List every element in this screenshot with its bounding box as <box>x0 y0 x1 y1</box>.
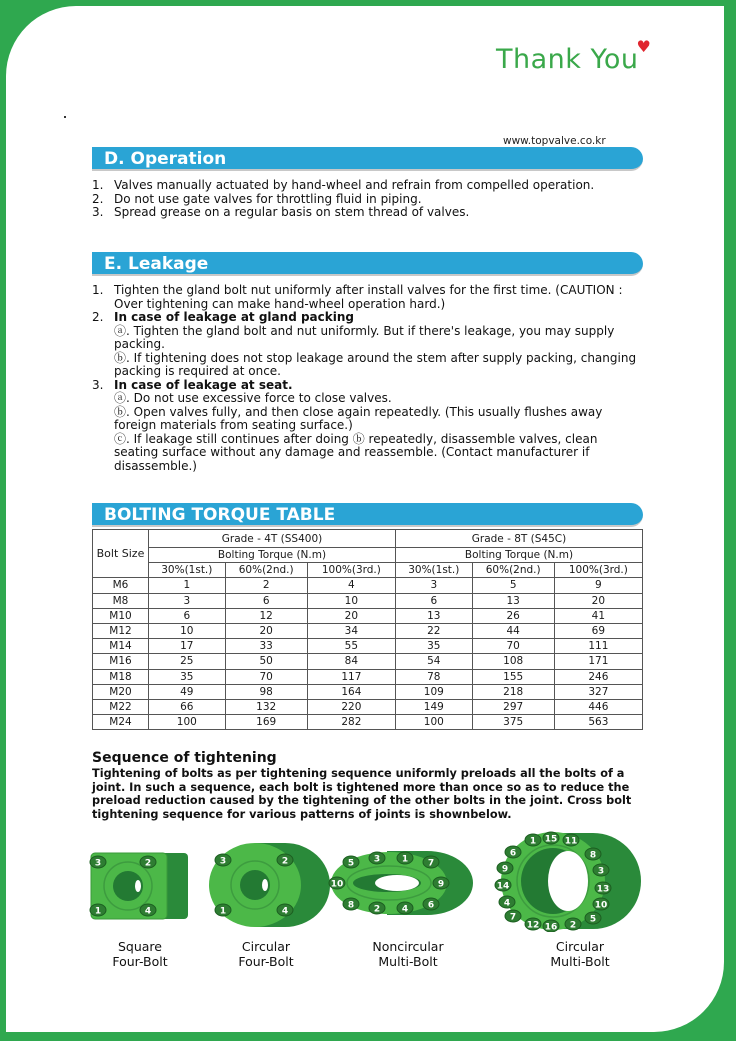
torque-cell: 34 <box>307 623 395 638</box>
bolt-number: 2 <box>281 856 289 867</box>
torque-cell: 9 <box>554 578 642 593</box>
bolt-number: 7 <box>427 858 435 869</box>
bolt-marker <box>499 896 515 909</box>
torque-cell: 20 <box>307 608 395 623</box>
bolt-number: 14 <box>496 881 510 892</box>
bolt-marker <box>525 918 541 931</box>
table-row <box>93 639 643 654</box>
bolt-marker <box>90 856 106 869</box>
torque-cell: 13 <box>472 593 554 608</box>
leakage-item <box>92 284 642 311</box>
bolt-marker <box>343 898 359 911</box>
stray-dot <box>64 116 66 118</box>
torque-cell: 78 <box>395 669 472 684</box>
torque-unit-header: Bolting Torque (N.m) <box>395 548 642 563</box>
leakage-banner: E. Leakage <box>92 252 643 276</box>
table-row <box>93 593 643 608</box>
bolt-number: 4 <box>503 898 511 909</box>
bolt-marker <box>397 902 413 915</box>
figure-label <box>80 939 200 969</box>
torque-cell: 3 <box>395 578 472 593</box>
bolt-marker <box>397 852 413 865</box>
column-header: 30%(1st.) <box>149 563 226 578</box>
torque-cell: 41 <box>554 608 642 623</box>
sub-item: ⓒ. If leakage still continues after doing ⓑ repeatedly, disassemble valves, clean seating surface without any damage and reassemble. (Contact manufacturer if disassemble.) <box>114 431 598 473</box>
torque-cell: 218 <box>472 684 554 699</box>
torque-cell: 35 <box>395 639 472 654</box>
noncircular-multi-bolt-diagram <box>327 848 477 918</box>
sub-item: ⓑ. If tightening does not stop leakage around the stem after supply packing, changing packing is required at once. <box>114 350 637 378</box>
figure-label <box>520 939 640 969</box>
torque-cell: 100 <box>149 715 226 730</box>
torque-cell: 50 <box>225 654 307 669</box>
bolt-marker <box>505 910 521 923</box>
bolt-number: 4 <box>144 906 152 917</box>
item-number: 2. <box>92 310 104 324</box>
torque-cell: 49 <box>149 684 226 699</box>
bolt-marker <box>595 882 611 895</box>
bolt-number: 9 <box>501 864 509 875</box>
torque-cell: 35 <box>149 669 226 684</box>
bolt-marker <box>369 852 385 865</box>
label-line: Noncircular <box>372 939 444 954</box>
bolt-marker <box>495 879 511 892</box>
item-heading: In case of leakage at seat. <box>114 377 293 392</box>
figure-label <box>348 939 468 969</box>
torque-cell: 69 <box>554 623 642 638</box>
bolt-size-cell: M18 <box>93 669 149 684</box>
bolt-marker <box>369 902 385 915</box>
bolt-marker <box>525 834 541 847</box>
torque-cell: 111 <box>554 639 642 654</box>
sub-item: ⓐ. Do not use excessive force to close valves. <box>114 391 392 405</box>
bolt-marker <box>563 834 579 847</box>
bolt-number: 6 <box>509 848 517 859</box>
bolt-size-cell: M8 <box>93 593 149 608</box>
torque-cell: 98 <box>225 684 307 699</box>
bolt-marker <box>277 904 293 917</box>
bolt-marker <box>543 920 559 932</box>
torque-cell: 26 <box>472 608 554 623</box>
bolt-number: 13 <box>596 884 610 895</box>
torque-cell: 6 <box>149 608 226 623</box>
torque-cell: 169 <box>225 715 307 730</box>
item-text: Valves manually actuated by hand-wheel and refrain from compelled operation. <box>114 178 595 192</box>
label-line: Square <box>117 939 162 954</box>
torque-cell: 20 <box>554 593 642 608</box>
torque-cell: 132 <box>225 699 307 714</box>
label-line: Circular <box>241 939 291 954</box>
bolt-size-cell: M12 <box>93 623 149 638</box>
bolt-number: 2 <box>144 858 152 869</box>
column-header: 30%(1st.) <box>395 563 472 578</box>
bolt-marker <box>423 898 439 911</box>
torque-cell: 164 <box>307 684 395 699</box>
leakage-list <box>92 284 642 473</box>
thank-you-logo <box>496 37 653 75</box>
torque-cell: 4 <box>307 578 395 593</box>
table-row <box>93 608 643 623</box>
torque-cell: 22 <box>395 623 472 638</box>
torque-cell: 44 <box>472 623 554 638</box>
torque-cell: 327 <box>554 684 642 699</box>
torque-unit-header: Bolting Torque (N.m) <box>149 548 396 563</box>
bolt-marker <box>343 856 359 869</box>
bolt-number: 12 <box>526 920 540 931</box>
label-line: Four-Bolt <box>112 954 168 969</box>
circular-four-bolt-diagram <box>205 840 333 930</box>
torque-cell: 54 <box>395 654 472 669</box>
bolt-marker <box>593 864 609 877</box>
leakage-item <box>92 379 642 474</box>
bolt-number: 10 <box>594 900 608 911</box>
torque-cell: 100 <box>395 715 472 730</box>
bolt-number: 11 <box>564 836 578 847</box>
torque-cell: 2 <box>225 578 307 593</box>
torque-cell: 12 <box>225 608 307 623</box>
column-header-row <box>93 563 643 578</box>
leakage-item <box>92 311 642 379</box>
circular-multi-bolt-diagram <box>493 830 643 932</box>
torque-cell: 563 <box>554 715 642 730</box>
bolt-marker <box>585 848 601 861</box>
torque-cell: 33 <box>225 639 307 654</box>
label-line: Multi-Bolt <box>550 954 610 969</box>
operation-item <box>92 206 642 220</box>
bolt-size-cell: M14 <box>93 639 149 654</box>
operation-item <box>92 193 642 207</box>
bolt-size-cell: M22 <box>93 699 149 714</box>
torque-cell: 297 <box>472 699 554 714</box>
bolt-size-cell: M24 <box>93 715 149 730</box>
bolt-number: 15 <box>544 834 558 845</box>
bolt-marker <box>585 912 601 925</box>
item-number: 1. <box>92 178 104 192</box>
website-url: www.topvalve.co.kr <box>503 135 606 147</box>
torque-cell: 117 <box>307 669 395 684</box>
column-header: 100%(3rd.) <box>307 563 395 578</box>
torque-cell: 84 <box>307 654 395 669</box>
bolt-number: 1 <box>401 854 409 865</box>
torque-cell: 25 <box>149 654 226 669</box>
torque-table <box>92 529 643 730</box>
torque-cell: 282 <box>307 715 395 730</box>
bolt-number: 5 <box>347 858 355 869</box>
heart-icon: ♥ <box>636 37 652 56</box>
sequence-title: Sequence of tightening <box>92 750 277 766</box>
bolt-marker <box>505 846 521 859</box>
bolt-number: 4 <box>281 906 289 917</box>
bolt-number: 1 <box>219 906 227 917</box>
table-row <box>93 669 643 684</box>
bolt-marker <box>497 862 513 875</box>
thank-you-text: Thank You <box>496 44 639 75</box>
torque-cell: 20 <box>225 623 307 638</box>
bolt-number: 5 <box>589 914 597 925</box>
bolt-marker <box>140 904 156 917</box>
bolt-size-cell: M10 <box>93 608 149 623</box>
bolt-number: 16 <box>544 922 558 932</box>
square-four-bolt-diagram <box>88 848 194 924</box>
bolt-marker <box>140 856 156 869</box>
item-number: 1. <box>92 283 104 297</box>
item-number: 3. <box>92 377 104 392</box>
bolt-size-cell: M20 <box>93 684 149 699</box>
bolt-marker <box>277 854 293 867</box>
torque-cell: 446 <box>554 699 642 714</box>
bolt-marker <box>543 832 559 845</box>
table-row <box>93 654 643 669</box>
item-number: 3. <box>92 205 104 219</box>
bolt-size-cell: M6 <box>93 578 149 593</box>
torque-cell: 66 <box>149 699 226 714</box>
bolt-number: 7 <box>509 912 517 923</box>
sub-item: ⓑ. Open valves fully, and then close again repeatedly. (This usually flushes away foreign materials from seating surface.) <box>114 404 603 432</box>
label-line: Four-Bolt <box>238 954 294 969</box>
torque-cell: 70 <box>225 669 307 684</box>
table-row <box>93 715 643 730</box>
bolt-marker <box>593 898 609 911</box>
torque-cell: 10 <box>307 593 395 608</box>
column-header: 60%(2nd.) <box>225 563 307 578</box>
torque-table-body <box>93 578 643 730</box>
grade-header: Grade - 8T (S45C) <box>395 530 642 548</box>
bolt-number: 2 <box>373 904 381 915</box>
torque-cell: 1 <box>149 578 226 593</box>
bolt-marker <box>215 904 231 917</box>
bolt-marker <box>329 877 345 890</box>
operation-item <box>92 179 642 193</box>
bolt-size-header: Bolt Size <box>93 530 149 578</box>
torque-cell: 375 <box>472 715 554 730</box>
torque-cell: 3 <box>149 593 226 608</box>
table-row <box>93 623 643 638</box>
torque-cell: 149 <box>395 699 472 714</box>
label-line: Multi-Bolt <box>378 954 438 969</box>
torque-cell: 55 <box>307 639 395 654</box>
torque-cell: 13 <box>395 608 472 623</box>
figure-label <box>206 939 326 969</box>
bolt-size-cell: M16 <box>93 654 149 669</box>
bolt-number: 1 <box>94 906 102 917</box>
bolt-number: 1 <box>529 836 537 847</box>
grade-header: Grade - 4T (SS400) <box>149 530 396 548</box>
bolt-number: 3 <box>597 866 605 877</box>
bolt-marker <box>423 856 439 869</box>
bolt-number: 3 <box>373 854 381 865</box>
torque-cell: 108 <box>472 654 554 669</box>
bolt-number: 4 <box>401 904 409 915</box>
bolt-number: 10 <box>330 879 344 890</box>
item-heading: In case of leakage at gland packing <box>114 310 354 324</box>
torque-cell: 109 <box>395 684 472 699</box>
torque-cell: 5 <box>472 578 554 593</box>
bolt-number: 8 <box>589 850 597 861</box>
bolt-number: 9 <box>437 879 445 890</box>
torque-cell: 246 <box>554 669 642 684</box>
item-text: Do not use gate valves for throttling fluid in piping. <box>114 191 422 206</box>
torque-cell: 6 <box>395 593 472 608</box>
bolt-marker <box>215 854 231 867</box>
bolt-number: 3 <box>94 858 102 869</box>
torque-table-banner: BOLTING TORQUE TABLE <box>92 503 643 527</box>
sub-item: ⓐ. Tighten the gland bolt and nut uniformly. But if there's leakage, you may supply packing. <box>114 323 615 351</box>
item-text: Spread grease on a regular basis on stem thread of valves. <box>114 205 470 219</box>
label-line: Circular <box>555 939 605 954</box>
operation-list <box>92 179 642 220</box>
table-row <box>93 699 643 714</box>
table-row <box>93 684 643 699</box>
torque-cell: 6 <box>225 593 307 608</box>
bolt-number: 2 <box>569 920 577 931</box>
bolt-marker <box>433 877 449 890</box>
bolt-number: 8 <box>347 900 355 911</box>
sequence-description: Tightening of bolts as per tightening sequence uniformly preloads all the bolts of a joint. In such a sequence, each bolt is tightened more than once so as to reduce the preload reduction caused by the tightening of the other bolts in the joint. Cross bolt tightening sequence for various patterns of joints is shownbelow. <box>92 767 632 821</box>
torque-cell: 10 <box>149 623 226 638</box>
torque-cell: 220 <box>307 699 395 714</box>
table-row <box>93 578 643 593</box>
torque-cell: 171 <box>554 654 642 669</box>
bolt-marker <box>565 918 581 931</box>
torque-cell: 17 <box>149 639 226 654</box>
bolt-number: 3 <box>219 856 227 867</box>
torque-cell: 70 <box>472 639 554 654</box>
bolt-marker <box>90 904 106 917</box>
item-number: 2. <box>92 191 104 206</box>
operation-banner: D. Operation <box>92 147 643 171</box>
column-header: 60%(2nd.) <box>472 563 554 578</box>
column-header: 100%(3rd.) <box>554 563 642 578</box>
bolt-number: 6 <box>427 900 435 911</box>
torque-cell: 155 <box>472 669 554 684</box>
item-text: Tighten the gland bolt nut uniformly after install valves for the first time. (CAUTION : Over tightening can make hand-wheel operation hard.) <box>114 283 623 311</box>
